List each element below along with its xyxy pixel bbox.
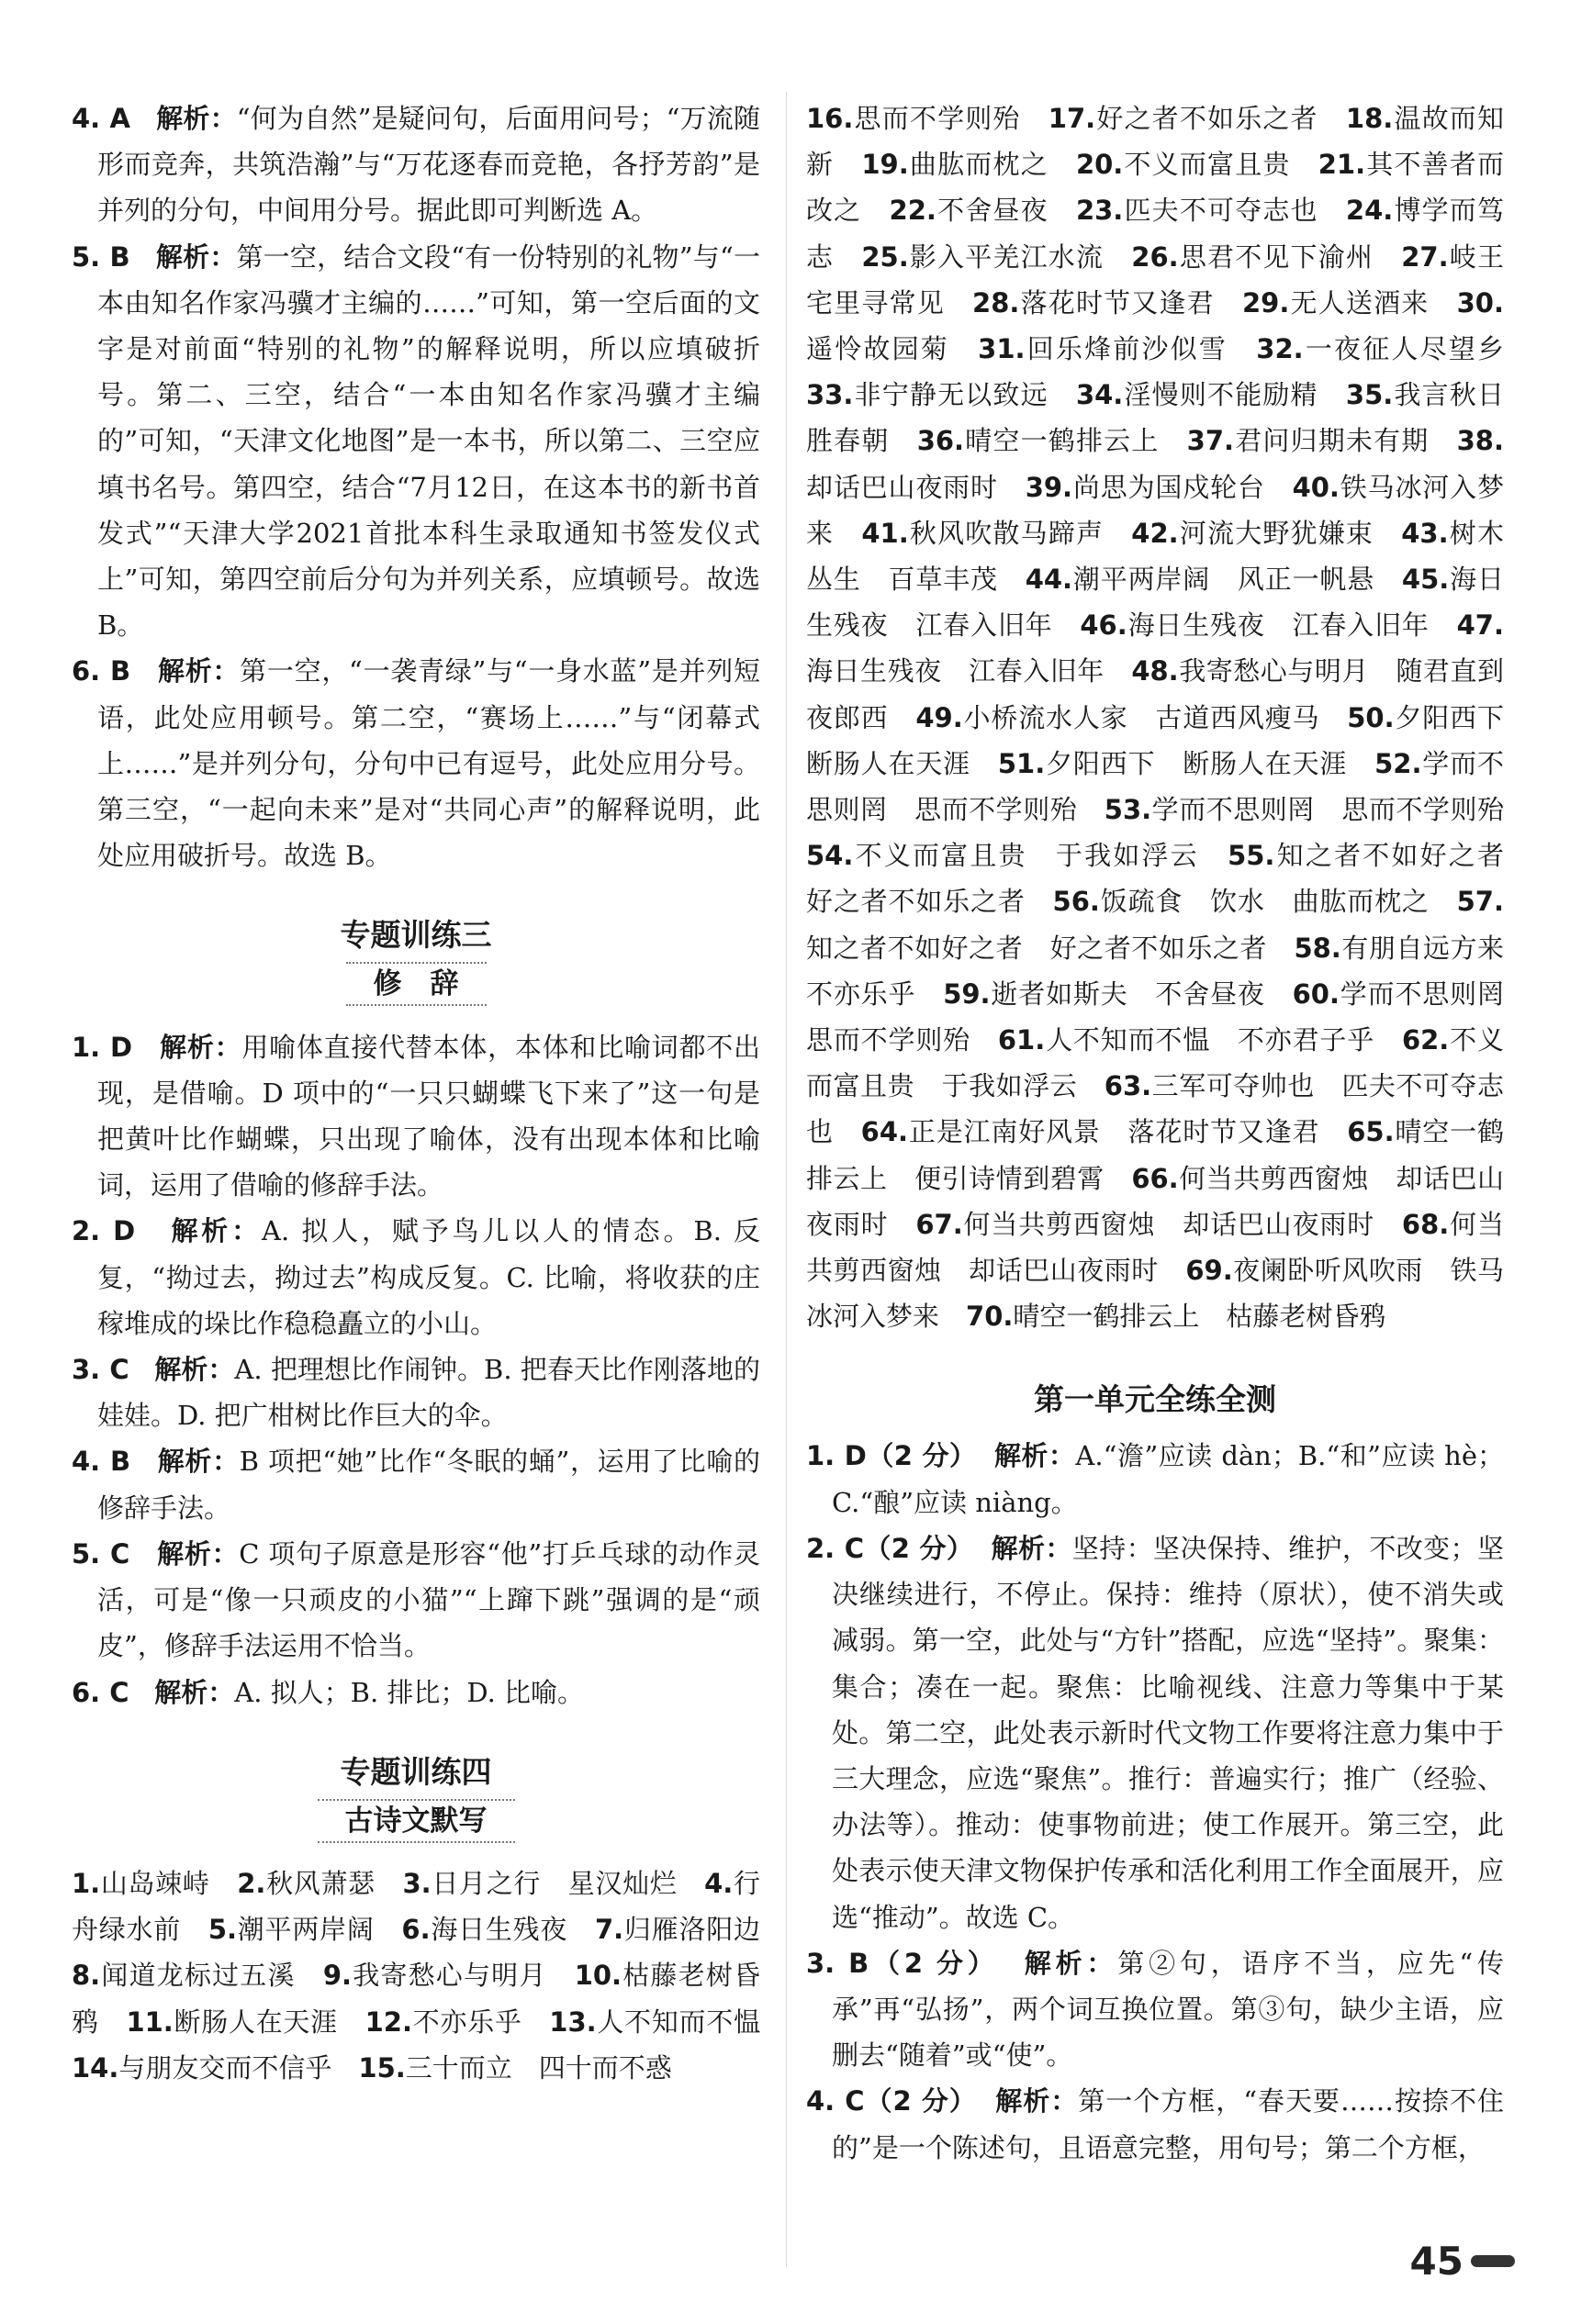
recitation-number: 51. bbox=[997, 747, 1046, 779]
answer-number: 5. B bbox=[72, 240, 130, 273]
recitation-answer: 何当共剪西窗烛 却话巴山夜雨时 bbox=[806, 1208, 1504, 1287]
recitation-answer: 博学而笃志 bbox=[806, 195, 1504, 273]
analysis-label: 解析： bbox=[995, 2085, 1079, 2117]
recitation-answer: 曲肱而枕之 bbox=[908, 149, 1076, 181]
rhetoric-answer-4 bbox=[72, 1438, 760, 1530]
recitation-answer: 思君不见下渝州 bbox=[1178, 240, 1402, 273]
analysis-text: A.“澹”应读 dàn；B.“和”应读 hè；C.“酿”应读 niàng。 bbox=[832, 1440, 1504, 1518]
recitation-answer: 海日生残夜 江春入旧年 bbox=[1127, 609, 1457, 642]
recitation-number: 27. bbox=[1401, 240, 1449, 273]
analysis-label: 解析： bbox=[157, 655, 241, 687]
recitation-number: 4. bbox=[704, 1867, 734, 1899]
recitation-answer: 我寄愁心与明月 随君直到夜郎西 bbox=[806, 655, 1504, 733]
analysis-text: 第一空，“一袭青绿”与“一身水蓝”是并列短语，此处应用顿号。第二空，“赛场上……”与“闭幕式上……”是并列分句，分句中已有逗号，此处应用分号。第三空，“一起向未来”是对“共同心声”的解释说明，此处应用破折号。故选 B。 bbox=[97, 655, 760, 872]
recitation-answer: 温故而知新 bbox=[806, 103, 1504, 181]
recitation-number: 53. bbox=[1104, 794, 1152, 826]
recitation-answer: 其不善者而改之 bbox=[806, 149, 1504, 227]
recitation-number: 55. bbox=[1228, 840, 1275, 872]
recitation-answer: 枯藤老树昏鸦 bbox=[72, 1960, 760, 2038]
recitation-number: 57. bbox=[1456, 886, 1504, 918]
recitation-answer: 潮平两岸阔 bbox=[237, 1914, 402, 1946]
right-column bbox=[806, 95, 1531, 2171]
analysis-text: 第一空，结合文段“有一份特别的礼物”与“一本由知名作家冯骥才主编的……”可知，第一空后面的文字是对前面“特别的礼物”的解释说明，所以应填破折号。第二、三空，结合“一本由知名作家冯骥才主编的”可知，“天津文化地图”是一本书，所以第二、三空应填书名号。第四空，结合“7月12日，在这本书的新书首发式”“天津大学2021首批本科生录取通知书签发仪式上”可知，第四空前后分句为并列关系，应填顿号。故选 B。 bbox=[97, 240, 760, 642]
answer-number: 4. A bbox=[72, 103, 130, 134]
analysis-label: 解析： bbox=[993, 1440, 1076, 1472]
answer-number: 6. C bbox=[72, 1676, 129, 1708]
recitation-number: 25. bbox=[861, 240, 909, 273]
analysis-label: 解析： bbox=[157, 1537, 240, 1570]
recitation-number: 9. bbox=[322, 1960, 353, 1992]
recitation-answer: 人不知而不愠 不亦君子乎 bbox=[1045, 1024, 1402, 1056]
answer-number: 4. B bbox=[72, 1446, 131, 1478]
recitation-answer: 断肠人在天涯 bbox=[173, 2006, 365, 2038]
answer-number: 4. C（2 分） bbox=[806, 2085, 977, 2117]
recitation-answer: 小桥流水人家 古道西风瘦马 bbox=[962, 701, 1348, 733]
recitation-number: 20. bbox=[1075, 149, 1124, 181]
page-number-tab-icon bbox=[1471, 2255, 1515, 2267]
recitation-number: 42. bbox=[1131, 517, 1179, 549]
recitation-number: 68. bbox=[1401, 1208, 1450, 1240]
recitation-answer: 不舍昼夜 bbox=[936, 195, 1076, 227]
recitation-answer: 知之者不如好之者 好之者不如乐之者 bbox=[806, 932, 1295, 964]
analysis-label: 解析： bbox=[160, 1031, 242, 1063]
recitation-answer: 与朋友交而不信乎 bbox=[118, 2051, 359, 2084]
recitation-answer: 闻道龙标过五溪 bbox=[100, 1960, 323, 1992]
analysis-text: “何为自然”是疑问句，后面用问号；“万流随形而竞奔，共筑浩瀚”与“万花逐春而竞艳，各抒芳韵”是并列的分句，中间用分号。据此即可判断选 A。 bbox=[97, 103, 760, 227]
recitation-number: 66. bbox=[1131, 1162, 1179, 1194]
recitation-number: 56. bbox=[1052, 886, 1100, 918]
recitation-number: 22. bbox=[889, 195, 936, 227]
recitation-answer: 日月之行 星汉灿烂 bbox=[431, 1867, 705, 1899]
recitation-answer: 海日生残夜 bbox=[430, 1914, 595, 1946]
unit-answer-4 bbox=[806, 2078, 1504, 2170]
recitation-number: 3. bbox=[402, 1867, 432, 1899]
answer-6 bbox=[72, 648, 760, 878]
recitation-answer: 我言秋日胜春朝 bbox=[806, 379, 1504, 457]
answer-number: 5. C bbox=[72, 1537, 130, 1570]
recitation-answer: 知之者不如好之者 好之者不如乐之者 bbox=[806, 840, 1531, 918]
recitation-number: 24. bbox=[1345, 195, 1394, 227]
recitation-answer: 何当共剪西窗烛 却话巴山夜雨时 bbox=[806, 1162, 1504, 1240]
recitation-answer: 岐王宅里寻常见 bbox=[806, 240, 1504, 318]
recitation-number: 6. bbox=[401, 1914, 431, 1946]
rhetoric-answer-5 bbox=[72, 1531, 760, 1670]
recitation-number: 2. bbox=[237, 1867, 266, 1899]
recitation-answer: 不义而富且贵 bbox=[1123, 149, 1318, 181]
recitation-number: 65. bbox=[1347, 1116, 1395, 1148]
recitation-number: 48. bbox=[1131, 655, 1179, 687]
recitation-answer: 好之者不如乐之者 bbox=[1095, 103, 1346, 134]
recitation-answer: 夕阳西下 断肠人在天涯 bbox=[1045, 747, 1375, 779]
recitation-number: 43. bbox=[1401, 517, 1449, 549]
recitation-number: 10. bbox=[574, 1960, 622, 1992]
recitation-number: 58. bbox=[1294, 932, 1341, 964]
recitation-number: 59. bbox=[943, 978, 991, 1010]
recitation-answer: 海日生残夜 江春入旧年 bbox=[806, 564, 1504, 642]
analysis-text: C 项句子原意是形容“他”打乒乓球的动作灵活，可是“像一只顽皮的小猫”“上蹿下跳”强调的是“顽皮”，修辞手法运用不恰当。 bbox=[97, 1537, 760, 1662]
left-column bbox=[72, 95, 788, 2091]
recitation-answer: 回乐烽前沙似雪 bbox=[1025, 333, 1257, 365]
section-header-4 bbox=[72, 1749, 760, 1844]
recitation-answer: 匹夫不可夺志也 bbox=[1123, 195, 1346, 227]
recitation-answer: 晴空一鹤排云上 bbox=[964, 425, 1187, 457]
recitation-number: 13. bbox=[549, 2006, 597, 2038]
recitation-answer: 河流大野犹嫌束 bbox=[1178, 517, 1402, 549]
recitation-number: 32. bbox=[1256, 333, 1304, 365]
recitation-number: 40. bbox=[1292, 471, 1340, 503]
recitation-number: 26. bbox=[1131, 240, 1179, 273]
answer-number: 6. B bbox=[72, 655, 131, 687]
recitation-number: 45. bbox=[1401, 564, 1450, 596]
section-title: 专题训练三 bbox=[340, 917, 492, 954]
recitation-answer: 三军可夺帅也 匹夫不可夺志也 bbox=[806, 1070, 1504, 1148]
analysis-text: B 项把“她”比作“冬眠的蛹”，运用了比喻的修辞手法。 bbox=[97, 1446, 760, 1524]
recitation-answer: 学而不思则罔 思而不学则殆 bbox=[806, 747, 1504, 826]
page-number bbox=[1410, 2239, 1515, 2284]
recitation-number: 33. bbox=[806, 379, 854, 411]
section-subtitle: 古诗文默写 bbox=[318, 1799, 515, 1843]
recitation-answer: 不亦乐乎 bbox=[411, 2006, 550, 2038]
recitation-answer: 正是江南好风景 落花时节又逢君 bbox=[908, 1116, 1348, 1148]
recitation-answer: 遥怜故园菊 bbox=[806, 333, 979, 365]
recitation-answer: 非宁静无以致远 bbox=[853, 379, 1076, 411]
analysis-label: 解析： bbox=[155, 240, 237, 273]
recitation-answer: 归雁洛阳边 bbox=[623, 1914, 787, 1946]
rhetoric-answer-2 bbox=[72, 1208, 760, 1346]
analysis-text: A. 拟人；B. 排比；D. 比喻。 bbox=[234, 1676, 585, 1708]
recitation-answer: 不义而富且贵 于我如浮云 bbox=[806, 1024, 1504, 1102]
recitation-number: 41. bbox=[861, 517, 909, 549]
analysis-label: 解析： bbox=[154, 1354, 235, 1386]
recitation-answers-1-15 bbox=[72, 1860, 788, 2091]
recitation-number: 23. bbox=[1075, 195, 1124, 227]
recitation-number: 47. bbox=[1456, 609, 1504, 642]
recitation-number: 21. bbox=[1318, 149, 1366, 181]
recitation-answer: 有朋自远方来 不亦乐乎 bbox=[806, 932, 1531, 1010]
page-number-text: 45 bbox=[1409, 2239, 1463, 2284]
recitation-number: 36. bbox=[916, 425, 965, 457]
recitation-answer: 夕阳西下 断肠人在天涯 bbox=[806, 701, 1531, 779]
recitation-number: 16. bbox=[806, 103, 854, 134]
recitation-number: 18. bbox=[1345, 103, 1394, 134]
recitation-answer: 晴空一鹤排云上 便引诗情到碧霄 bbox=[806, 1116, 1504, 1194]
analysis-text: 第②句，语序不当，应先“传承”再“弘扬”，两个词互换位置。第③句，缺少主语，应删去“随着”或“使”。 bbox=[832, 1947, 1504, 2072]
recitation-number: 34. bbox=[1075, 379, 1124, 411]
recitation-answer: 君问归期未有期 bbox=[1234, 425, 1457, 457]
recitation-number: 69. bbox=[1185, 1255, 1233, 1287]
unit-answer-2 bbox=[806, 1525, 1504, 1940]
recitation-answer: 学而不思则罔 思而不学则殆 bbox=[806, 978, 1531, 1056]
recitation-number: 12. bbox=[364, 2006, 412, 2038]
recitation-number: 46. bbox=[1080, 609, 1127, 642]
recitation-number: 31. bbox=[978, 333, 1026, 365]
recitation-answer: 落花时节又逢君 bbox=[1019, 286, 1242, 318]
recitation-answer: 潮平两岸阔 风正一帆悬 bbox=[1072, 564, 1402, 596]
recitation-number: 63. bbox=[1104, 1070, 1152, 1102]
recitation-number: 52. bbox=[1374, 747, 1422, 779]
recitation-answer: 树木丛生 百草丰茂 bbox=[806, 517, 1504, 596]
recitation-answer: 逝者如斯夫 不舍昼夜 bbox=[990, 978, 1293, 1010]
answer-number: 3. B（2 分） bbox=[806, 1947, 999, 1979]
recitation-answer: 三十而立 四十而不惑 bbox=[405, 2051, 672, 2084]
recitation-answer: 我寄愁心与明月 bbox=[352, 1960, 575, 1992]
recitation-answer: 却话巴山夜雨时 bbox=[806, 471, 1026, 503]
answer-number: 2. C（2 分） bbox=[806, 1532, 974, 1564]
recitation-number: 29. bbox=[1242, 286, 1290, 318]
section-title: 专题训练四 bbox=[340, 1753, 492, 1790]
recitation-answer: 晴空一鹤排云上 枯藤老树昏鸦 bbox=[1013, 1301, 1386, 1333]
recitation-number: 49. bbox=[915, 701, 963, 733]
recitation-answer: 人不知而不愠 bbox=[596, 2006, 788, 2038]
analysis-text: A. 拟人，赋予鸟儿以人的情态。B. 反复，“拗过去，拗过去”构成反复。C. 比喻，将收获的庄稼堆成的垛比作稳稳矗立的小山。 bbox=[97, 1215, 760, 1339]
recitation-number: 17. bbox=[1048, 103, 1096, 134]
recitation-answer: 饭疏食 饮水 曲肱而枕之 bbox=[1099, 886, 1457, 918]
recitation-number: 64. bbox=[860, 1116, 909, 1148]
recitation-answer: 何当共剪西窗烛 却话巴山夜雨时 bbox=[962, 1208, 1402, 1240]
analysis-label: 解析： bbox=[154, 1676, 235, 1708]
analysis-label: 解析： bbox=[157, 1446, 240, 1478]
recitation-answer: 夜阑卧听风吹雨 铁马冰河入梦来 bbox=[806, 1255, 1504, 1333]
recitation-number: 8. bbox=[72, 1960, 101, 1992]
recitation-number: 54. bbox=[806, 840, 854, 872]
recitation-number: 7. bbox=[594, 1914, 624, 1946]
recitation-number: 70. bbox=[966, 1301, 1014, 1333]
rhetoric-answer-6 bbox=[72, 1670, 760, 1715]
recitation-answer: 不义而富且贵 于我如浮云 bbox=[853, 840, 1228, 872]
unit-test-header bbox=[806, 1376, 1504, 1424]
answer-number: 1. D bbox=[72, 1031, 133, 1063]
recitation-number: 30. bbox=[1456, 286, 1504, 318]
recitation-answers-16-70 bbox=[806, 95, 1531, 1339]
recitation-number: 62. bbox=[1401, 1024, 1450, 1056]
recitation-answer: 尚思为国戍轮台 bbox=[1072, 471, 1293, 503]
recitation-answer: 淫慢则不能励精 bbox=[1123, 379, 1346, 411]
recitation-number: 1. bbox=[72, 1867, 101, 1899]
recitation-number: 44. bbox=[1025, 564, 1073, 596]
recitation-number: 11. bbox=[126, 2006, 174, 2038]
recitation-answer: 学而不思则罔 思而不学则殆 bbox=[1151, 794, 1531, 826]
analysis-label: 解析： bbox=[1024, 1947, 1118, 1979]
recitation-answer: 思而不学则殆 bbox=[853, 103, 1049, 134]
rhetoric-answer-1 bbox=[72, 1024, 760, 1209]
recitation-answer: 山岛竦峙 bbox=[100, 1867, 238, 1899]
recitation-answer: 铁马冰河入梦来 bbox=[806, 471, 1504, 549]
unit-answer-1 bbox=[806, 1433, 1504, 1525]
answer-5 bbox=[72, 234, 760, 649]
analysis-text: 第一个方框，“春天要……按捺不住的”是一个陈述句，且语意完整，用句号；第二个方框， bbox=[832, 2085, 1504, 2163]
recitation-number: 38. bbox=[1456, 425, 1504, 457]
unit-test-title: 第一单元全练全测 bbox=[1034, 1381, 1276, 1418]
section-header-3 bbox=[72, 911, 760, 1007]
recitation-number: 60. bbox=[1292, 978, 1340, 1010]
analysis-label: 解析： bbox=[991, 1532, 1072, 1564]
answer-number: 3. C bbox=[72, 1354, 129, 1386]
recitation-number: 37. bbox=[1186, 425, 1235, 457]
recitation-number: 50. bbox=[1347, 701, 1395, 733]
section-subtitle: 修 辞 bbox=[346, 962, 487, 1006]
analysis-label: 解析： bbox=[171, 1215, 263, 1247]
recitation-answer: 海日生残夜 江春入旧年 bbox=[806, 655, 1132, 687]
unit-answer-3 bbox=[806, 1940, 1504, 2079]
answer-number: 1. D（2 分） bbox=[806, 1440, 977, 1472]
recitation-answer: 行舟绿水前 bbox=[72, 1867, 760, 1946]
recitation-number: 35. bbox=[1345, 379, 1394, 411]
rhetoric-answer-3 bbox=[72, 1346, 760, 1438]
analysis-text: A. 把理想比作闹钟。B. 把春天比作刚落地的娃娃。D. 把广柑树比作巨大的伞。 bbox=[97, 1354, 760, 1432]
recitation-number: 5. bbox=[207, 1914, 238, 1946]
recitation-number: 15. bbox=[358, 2051, 406, 2084]
answer-4 bbox=[72, 95, 760, 234]
analysis-text: 用喻体直接代替本体，本体和比喻词都不出现，是借喻。D 项中的“一只只蝴蝶飞下来了”这一句是把黄叶比作蝴蝶，只出现了喻体，没有出现本体和比喻词，运用了借喻的修辞手法。 bbox=[97, 1031, 760, 1201]
recitation-answer: 秋风吹散马蹄声 bbox=[908, 517, 1132, 549]
recitation-answer: 秋风萧瑟 bbox=[265, 1867, 403, 1899]
analysis-label: 解析： bbox=[156, 103, 237, 134]
recitation-number: 39. bbox=[1025, 471, 1073, 503]
recitation-number: 67. bbox=[915, 1208, 963, 1240]
recitation-number: 28. bbox=[972, 286, 1020, 318]
recitation-number: 19. bbox=[861, 149, 909, 181]
recitation-answer: 影入平羌江水流 bbox=[908, 240, 1132, 273]
analysis-text: 坚持：坚决保持、维护，不改变；坚决继续进行，不停止。保持：维持（原状），使不消失或减弱。第一空，此处与“方针”搭配，应选“坚持”。聚集：集合；凑在一起。聚焦：比喻视线、注意力等集中于某处。第二空，此处表示新时代文物工作要将注意力集中于三大理念，应选“聚焦”。推行：普遍实行；推广（经验、办法等）。推动：使事物前进；使工作展开。第三空，此处表示使天津文物保护传承和活化利用工作全面展开，应选“推动”。故选 C。 bbox=[832, 1532, 1504, 1933]
recitation-number: 61. bbox=[997, 1024, 1046, 1056]
recitation-answer: 一夜征人尽望乡 bbox=[1303, 333, 1531, 365]
answer-number: 2. D bbox=[72, 1215, 136, 1247]
recitation-number: 14. bbox=[72, 2051, 119, 2084]
recitation-answer: 无人送酒来 bbox=[1289, 286, 1457, 318]
